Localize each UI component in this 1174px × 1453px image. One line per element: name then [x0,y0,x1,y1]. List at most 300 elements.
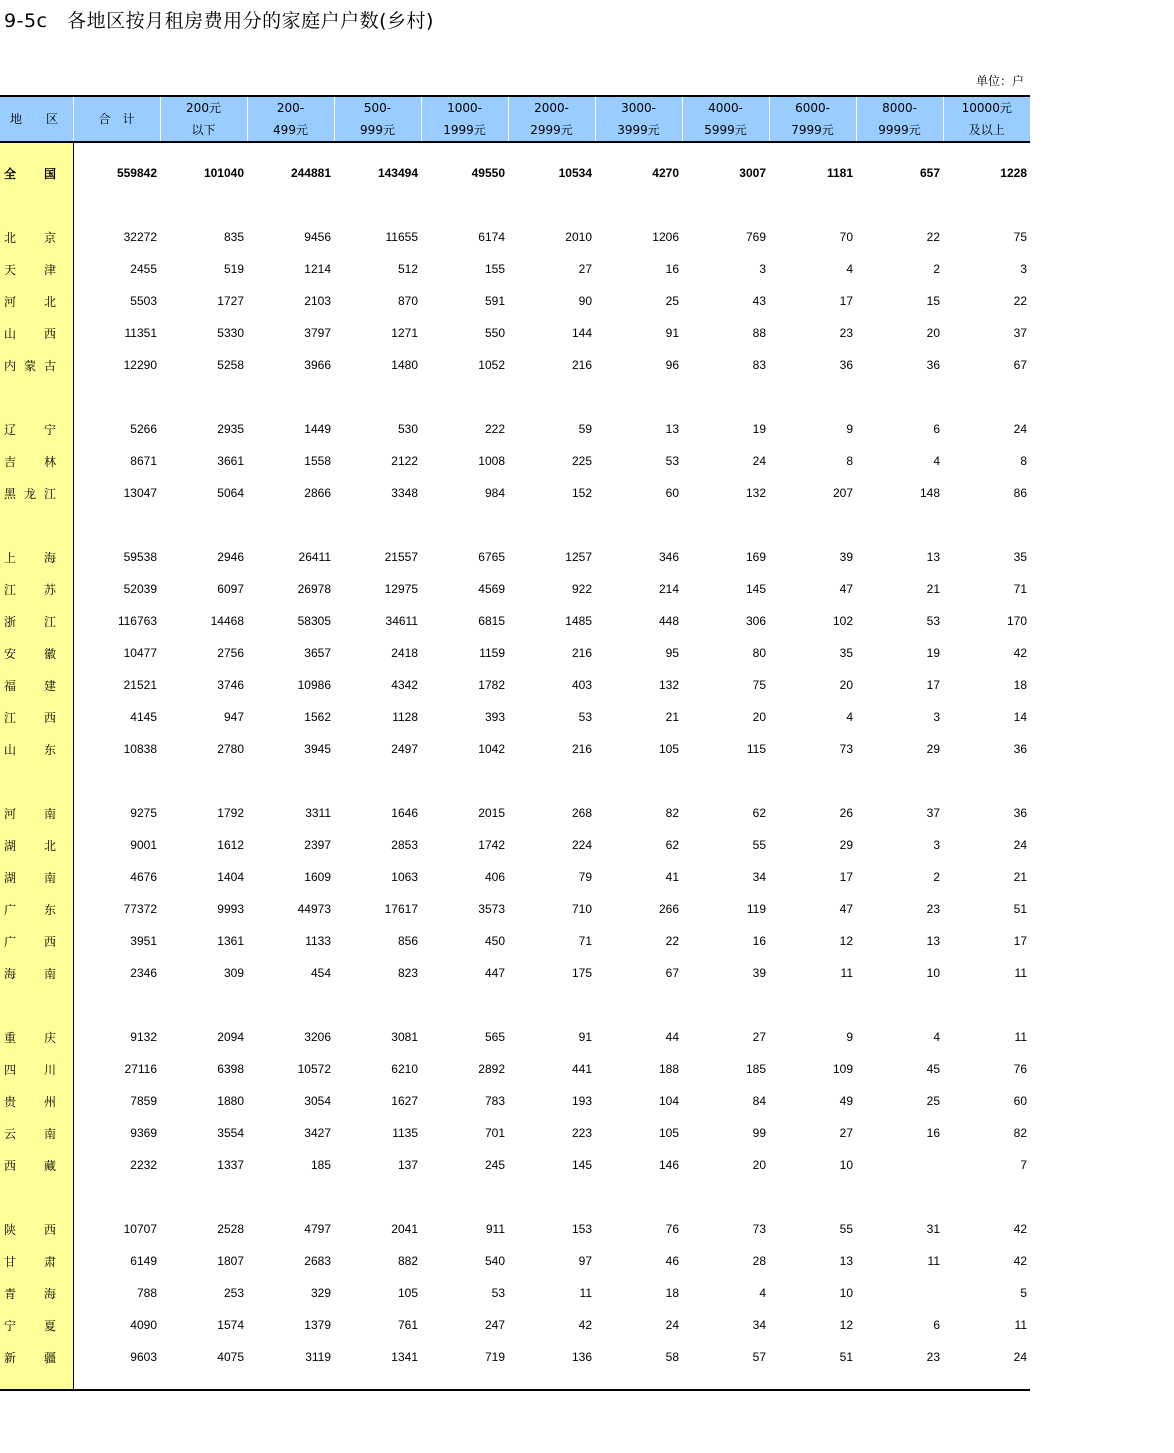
value-cell: 17 [839,294,853,308]
value-cell: 1008 [478,454,505,468]
value-cell: 244881 [290,166,331,180]
region-cell [0,925,73,957]
value-cell: 1449 [304,422,331,436]
value-cell: 1807 [217,1254,244,1268]
blank-cell [595,381,682,413]
value-cell: 2010 [565,230,592,244]
value-cell: 76 [1013,1062,1027,1076]
value-cell: 10 [839,1286,853,1300]
blank-cell [508,142,595,157]
value-cell: 268 [571,806,592,820]
region-cell [0,1181,73,1213]
value-cell: 60 [665,486,679,500]
value-cell: 11 [1014,1030,1027,1044]
value-cell: 79 [578,870,592,884]
value-cell: 2397 [304,838,331,852]
value-cell: 3311 [305,806,331,820]
value-cell: 447 [484,966,505,980]
region-cell [0,1277,73,1309]
value-cell: 96 [665,358,679,372]
value-cell: 245 [484,1158,505,1172]
value-cell: 406 [484,870,505,884]
value-cell: 216 [571,646,592,660]
value-cell: 59538 [123,550,157,564]
table-row [0,1309,1030,1341]
value-cell: 15 [926,294,940,308]
value-cell: 170 [1006,614,1027,628]
blank-cell [247,1373,334,1390]
table-row [0,413,1030,445]
region-name [4,1157,56,1174]
region-char: 北 [43,838,56,853]
value-cell: 6210 [391,1062,418,1076]
value-cell: 3427 [304,1126,331,1140]
region-name [4,901,56,918]
region-cell [0,605,73,637]
value-cell: 984 [484,486,505,500]
value-cell: 60 [1013,1094,1027,1108]
value-cell: 84 [752,1094,766,1108]
value-cell: 8 [1020,454,1027,468]
value-cell: 20 [752,1158,766,1172]
region-cell [0,477,73,509]
value-cell: 2041 [391,1222,418,1236]
value-cell: 26411 [298,550,331,564]
region-cell [0,1341,73,1373]
value-cell: 719 [484,1350,505,1364]
blank-cell [682,989,769,1021]
value-cell: 47 [839,902,853,916]
region-char: 肃 [43,1254,56,1269]
header-label-line1: 200- [276,101,305,115]
region-cell [0,957,73,989]
value-cell: 22 [665,934,679,948]
region-cell [0,637,73,669]
region-char: 广 [4,934,17,949]
value-cell: 4145 [130,710,157,724]
value-cell: 565 [484,1030,505,1044]
value-cell: 21521 [123,678,157,692]
value-cell: 62 [752,806,766,820]
region-name [4,1349,56,1366]
value-cell: 6097 [217,582,244,596]
value-cell: 58305 [297,614,331,628]
value-cell: 57 [752,1350,766,1364]
value-cell: 20 [926,326,940,340]
region-char: 黑 [4,486,17,501]
region-char: 青 [4,1286,17,1301]
value-cell: 13 [665,422,679,436]
value-cell: 2780 [217,742,244,756]
region-cell [0,349,73,381]
value-cell: 27 [752,1030,766,1044]
region-char: 南 [43,806,56,821]
table-row [0,1053,1030,1085]
region-char: 藏 [43,1158,56,1173]
blank-cell [334,989,421,1021]
table-row [0,1341,1030,1373]
spacer-row [0,765,1030,797]
value-cell: 47 [839,582,853,596]
value-cell: 10534 [558,166,592,180]
blank-cell [334,509,421,541]
table-row [0,893,1030,925]
value-cell: 12975 [384,582,418,596]
value-cell: 1063 [391,870,418,884]
blank-cell [160,189,247,221]
table-row [0,1277,1030,1309]
value-cell: 32272 [123,230,157,244]
value-cell: 266 [658,902,679,916]
value-cell: 20 [839,678,853,692]
value-cell: 783 [484,1094,505,1108]
value-cell: 53 [665,454,679,468]
table-row [0,605,1030,637]
value-cell: 214 [658,582,679,596]
region-char: 浙 [4,614,17,629]
region-char: 广 [4,902,17,917]
region-char: 东 [43,742,56,757]
value-cell: 3206 [304,1030,331,1044]
header-label-line1: 1000- [447,101,482,115]
value-cell: 1404 [217,870,244,884]
value-cell: 216 [571,742,592,756]
value-cell: 1485 [565,614,592,628]
header-bracket [943,96,1030,142]
region-cell [0,1213,73,1245]
value-cell: 49 [839,1094,853,1108]
value-cell: 2683 [304,1254,331,1268]
value-cell: 10477 [123,646,157,660]
value-cell: 188 [658,1062,679,1076]
value-cell: 28 [752,1254,766,1268]
value-cell: 1361 [217,934,244,948]
value-cell: 306 [745,614,766,628]
value-cell: 91 [578,1030,592,1044]
value-cell: 175 [571,966,592,980]
value-cell: 4342 [391,678,418,692]
value-cell: 193 [571,1094,592,1108]
value-cell: 2946 [217,550,244,564]
region-cell [0,509,73,541]
value-cell: 21 [926,582,940,596]
value-cell: 216 [571,358,592,372]
value-cell: 11351 [124,326,157,340]
page-title: 9-5c 各地区按月租房费用分的家庭户户数(乡村) [4,10,434,32]
value-cell: 9369 [130,1126,157,1140]
value-cell: 2094 [217,1030,244,1044]
spacer-row [0,142,1030,157]
value-cell: 911 [485,1222,505,1236]
value-cell: 2122 [391,454,418,468]
header-total [73,96,160,142]
value-cell: 1727 [217,294,244,308]
value-cell: 27116 [124,1062,157,1076]
value-cell: 222 [484,422,505,436]
value-cell: 2756 [217,646,244,660]
value-cell: 12 [839,1318,853,1332]
region-name [4,549,56,566]
value-cell: 43 [752,294,766,308]
value-cell: 52039 [123,582,157,596]
region-cell [0,1021,73,1053]
value-cell: 2892 [478,1062,505,1076]
region-char: 津 [43,262,56,277]
region-cell [0,829,73,861]
region-cell [0,861,73,893]
value-cell: 5 [1020,1286,1027,1300]
header-label-line1: 500- [363,101,392,115]
region-char: 蒙 [23,358,36,373]
value-cell: 44973 [297,902,331,916]
spacer-row [0,509,1030,541]
value-cell: 3554 [217,1126,244,1140]
header-bracket [334,96,421,142]
region-name [4,805,56,822]
value-cell: 73 [752,1222,766,1236]
region-char: 夏 [43,1318,56,1333]
value-cell: 17 [1013,934,1027,948]
value-cell: 4270 [652,166,679,180]
value-cell: 5258 [217,358,244,372]
value-cell: 24 [752,454,766,468]
value-cell: 403 [571,678,592,692]
table-row [0,445,1030,477]
value-cell: 1480 [391,358,418,372]
value-cell: 119 [746,902,766,916]
blank-cell [247,142,334,157]
value-cell: 11 [579,1286,592,1300]
blank-cell [334,1181,421,1213]
value-cell: 71 [1013,582,1027,596]
value-cell: 3657 [304,646,331,660]
value-cell [856,1149,943,1181]
region-char: 陕 [4,1222,17,1237]
blank-cell [160,142,247,157]
region-char: 新 [4,1350,17,1365]
spacer-row [0,189,1030,221]
blank-cell [769,381,856,413]
value-cell: 761 [397,1318,418,1332]
value-cell: 24 [1013,422,1027,436]
value-cell: 2103 [304,294,331,308]
value-cell: 1609 [304,870,331,884]
value-cell: 36 [1013,742,1027,756]
value-cell: 519 [223,262,244,276]
header-label-line1: 3000- [621,101,656,115]
blank-cell [73,1181,160,1213]
region-cell [0,541,73,573]
value-cell: 19 [926,646,940,660]
blank-cell [334,765,421,797]
value-cell: 14 [1013,710,1027,724]
value-cell: 441 [571,1062,592,1076]
value-cell: 1135 [392,1126,418,1140]
table-row [0,1085,1030,1117]
region-name [4,421,56,438]
blank-cell [73,765,160,797]
value-cell: 136 [571,1350,592,1364]
value-cell: 1341 [391,1350,418,1364]
value-cell: 58 [665,1350,679,1364]
header-row [0,96,1030,142]
region-char: 疆 [43,1350,56,1365]
region-cell [0,765,73,797]
blank-cell [769,989,856,1021]
region-char: 贵 [4,1094,17,1109]
value-cell: 1159 [479,646,505,660]
value-cell: 3054 [304,1094,331,1108]
value-cell: 34 [752,1318,766,1332]
region-cell [0,253,73,285]
value-cell: 24 [1013,838,1027,852]
value-cell: 1181 [826,166,853,180]
value-cell: 109 [832,1062,853,1076]
blank-cell [73,381,160,413]
value-cell: 35 [839,646,853,660]
value-cell: 3951 [130,934,157,948]
header-label-line2: 3999元 [617,123,660,137]
value-cell: 37 [1013,326,1027,340]
blank-cell [856,1181,943,1213]
value-cell: 62 [665,838,679,852]
value-cell: 17 [839,870,853,884]
value-cell: 223 [571,1126,592,1140]
table-row [0,541,1030,573]
table-row [0,701,1030,733]
blank-cell [856,1373,943,1390]
value-cell: 27 [839,1126,853,1140]
table-row [0,285,1030,317]
table-row [0,829,1030,861]
region-cell [0,317,73,349]
value-cell: 454 [310,966,331,980]
region-name [4,1093,56,1110]
value-cell: 8 [846,454,853,468]
blank-cell [595,1373,682,1390]
blank-cell [334,1373,421,1390]
blank-cell [769,189,856,221]
value-cell: 2935 [217,422,244,436]
blank-cell [856,989,943,1021]
value-cell: 21557 [384,550,418,564]
value-cell: 59 [578,422,592,436]
value-cell: 10986 [297,678,331,692]
value-cell: 42 [578,1318,592,1332]
region-char: 西 [43,326,56,341]
value-cell: 26 [839,806,853,820]
region-char: 山 [4,326,17,341]
region-char: 云 [4,1126,17,1141]
value-cell: 35 [1013,550,1027,564]
value-cell: 9001 [130,838,157,852]
spacer-row [0,381,1030,413]
header-label-line2: 7999元 [791,123,834,137]
header-bracket [421,96,508,142]
blank-cell [508,509,595,541]
value-cell: 137 [397,1158,418,1172]
value-cell: 22 [1013,294,1027,308]
blank-cell [421,142,508,157]
region-name [4,869,56,886]
table-row [0,1245,1030,1277]
header-label-line2: 2999元 [530,123,573,137]
header-label-line2: 1999元 [443,123,486,137]
value-cell: 67 [1013,358,1027,372]
value-cell: 1228 [1000,166,1027,180]
value-cell: 53 [491,1286,505,1300]
region-name [4,677,56,694]
blank-cell [247,509,334,541]
value-cell: 450 [484,934,505,948]
region-char: 吉 [4,454,17,469]
value-cell: 105 [397,1286,418,1300]
blank-cell [682,509,769,541]
value-cell: 11 [927,1254,940,1268]
value-cell: 9603 [130,1350,157,1364]
region-name [4,1029,56,1046]
region-cell [0,1053,73,1085]
value-cell: 185 [745,1062,766,1076]
value-cell: 51 [1013,902,1027,916]
region-char: 国 [43,166,56,181]
value-cell: 143494 [377,166,418,180]
value-cell: 550 [484,326,505,340]
region-cell [0,221,73,253]
value-cell: 4075 [217,1350,244,1364]
blank-cell [595,509,682,541]
value-cell: 105 [658,742,679,756]
value-cell: 710 [571,902,592,916]
region-name [4,965,56,982]
value-cell: 75 [1013,230,1027,244]
value-cell: 14468 [210,614,244,628]
region-name [4,1253,56,1270]
header-label-line2: 以下 [191,123,216,137]
blank-cell [160,1181,247,1213]
header-bracket [247,96,334,142]
value-cell: 25 [926,1094,940,1108]
value-cell: 37 [926,806,940,820]
value-cell: 105 [658,1126,679,1140]
value-cell: 393 [484,710,505,724]
value-cell: 16 [926,1126,940,1140]
value-cell: 99 [752,1126,766,1140]
region-cell [0,445,73,477]
value-cell: 95 [665,646,679,660]
header-label-line1: 合 计 [98,112,135,126]
value-cell: 36 [839,358,853,372]
value-cell: 2015 [478,806,505,820]
region-name [4,261,56,278]
value-cell: 2497 [391,742,418,756]
value-cell: 8671 [130,454,157,468]
value-cell: 701 [484,1126,505,1140]
value-cell: 3661 [217,454,244,468]
header-bracket [160,96,247,142]
header-bracket [682,96,769,142]
blank-cell [943,509,1030,541]
value-cell: 17 [926,678,940,692]
value-cell: 76 [665,1222,679,1236]
region-char: 重 [4,1030,17,1045]
region-name [4,357,56,374]
value-cell: 22 [926,230,940,244]
header-label-line1: 4000- [708,101,743,115]
value-cell: 144 [571,326,592,340]
value-cell: 169 [745,550,766,564]
region-name [4,1061,56,1078]
